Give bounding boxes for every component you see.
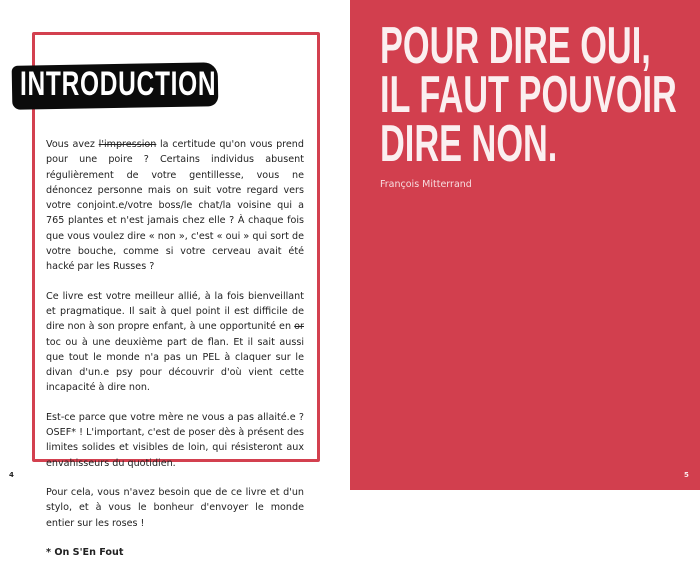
quote-headline [380,17,677,173]
text: la certitude qu'on vous prend pour une poire ? Certains individus abusent régulièrement de votre gentillesse, vous ne dénoncez personne mais on suit votre regard vers votre conjoint.e/votre boss/le chat/la voisine qui a 765 plantes et n'est jamais chez elle ? À chaque fois que vous voulez dire « non », c'est « oui » qui sort de votre bouche, comme si votre cerveau avait été hacké par les Russes ? [46,139,304,273]
quote-author: François Mitterrand [380,179,472,190]
text: Vous avez [46,139,99,150]
paragraph: Est-ce parce que votre mère ne vous a pas allaité.e ? OSEF* ! L'important, c'est de poser dès à présent des limites solides et visibles de loin, qui résisteront aux envahisseurs du quotidien. [46,411,304,469]
paragraph: Pour cela, vous n'avez besoin que de ce livre et d'un stylo, et à vous le bonheur d'envoyer le monde entier sur les roses ! [46,486,304,529]
struck-text: or [294,321,304,333]
text: toc ou à une deuxième part de flan. Et il sait aussi que tout le monde n'a pas un PEL à claquer sur le divan d'un.e psy pour découvrir d'où vient cette incapacité à dire non. [46,336,304,394]
paragraph [46,289,304,396]
page-number-left: 4 [9,471,14,479]
footnote: * On S'En Fout [46,546,124,558]
intro-text [46,137,304,574]
left-page [0,0,350,558]
quote-line: IL FAUT POUVOIR [380,66,677,124]
quote-line: DIRE NON. [380,115,558,173]
chapter-title: INTRODUCTION [20,65,217,103]
text: Ce livre est votre meilleur allié, à la fois bienveillant et pragmatique. Il sait à quel point il est difficile de dire non à son propre enfant, à une opportunité en [46,290,304,333]
page-number-right: 5 [684,471,689,479]
quote-line: POUR DIRE OUI, [380,17,651,75]
paragraph [46,137,304,275]
struck-text: l'impression [98,139,157,150]
